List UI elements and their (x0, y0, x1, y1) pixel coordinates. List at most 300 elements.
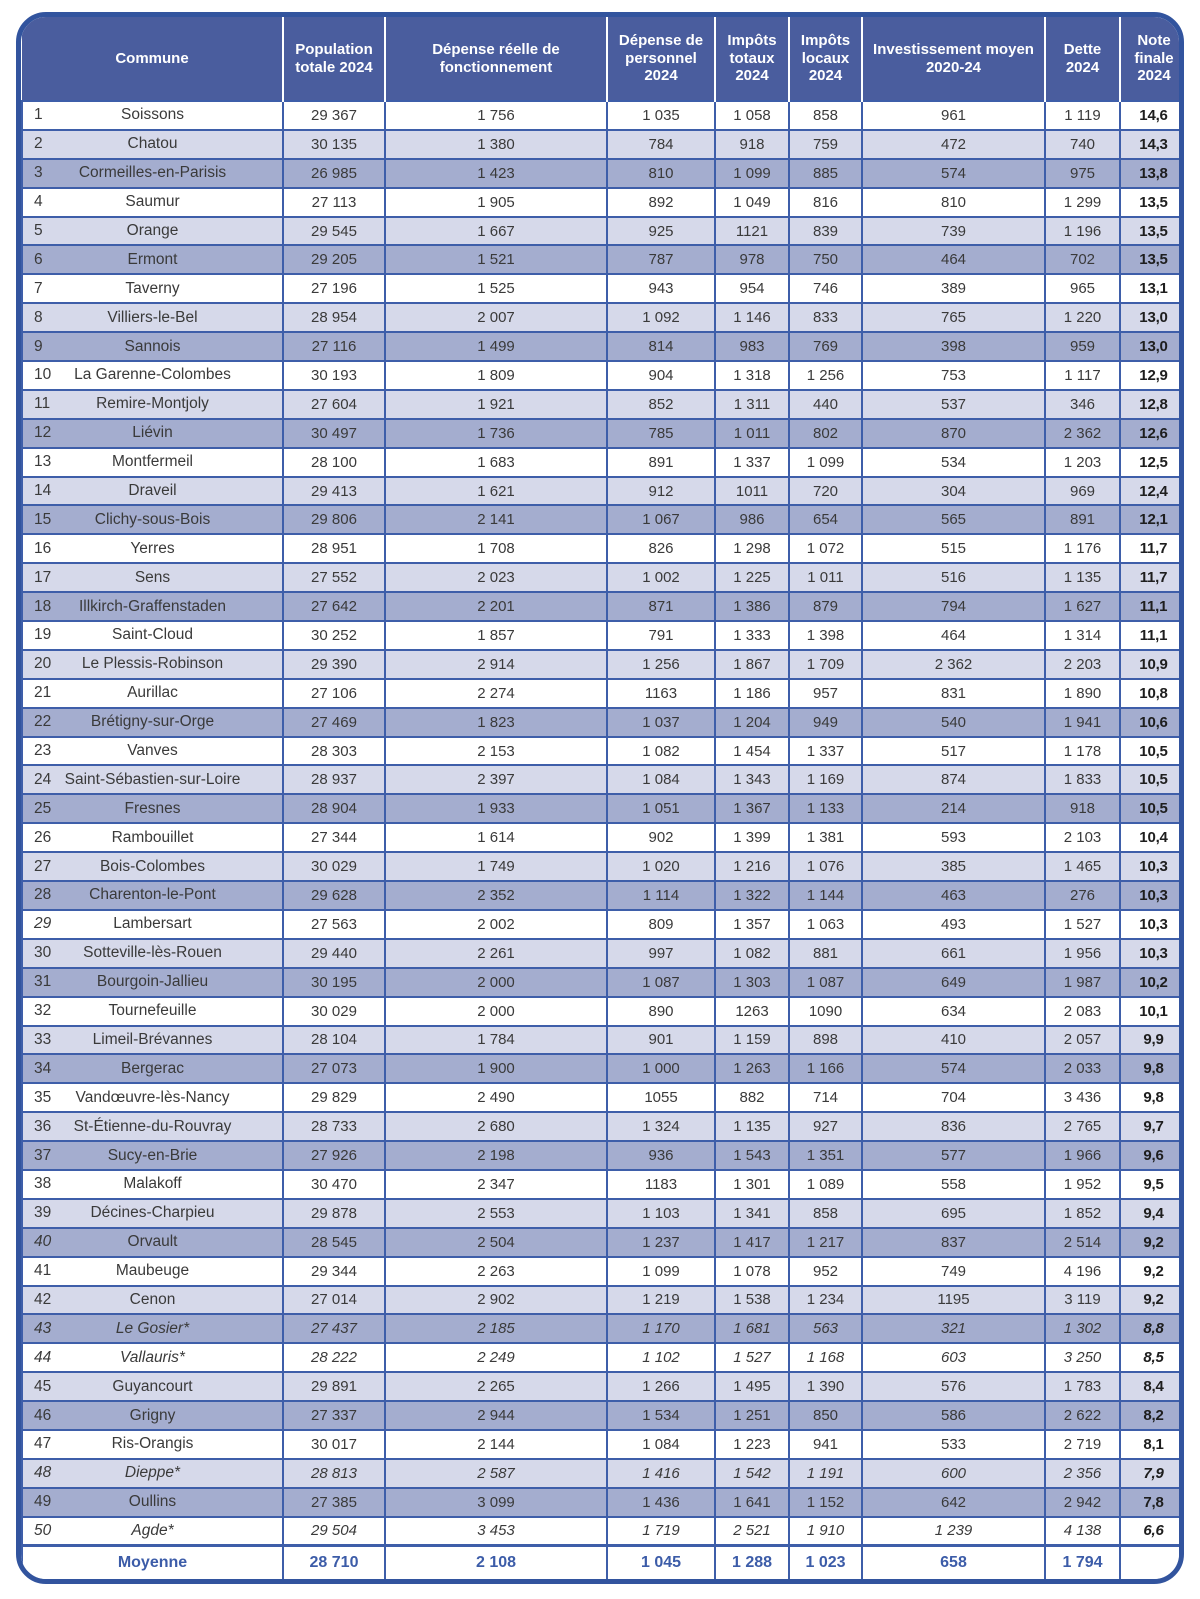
commune-name: Bois-Colombes (99, 857, 206, 875)
dette-cell: 1 314 (1045, 621, 1120, 650)
table-row (22, 1170, 1184, 1199)
impots-totaux-cell: 1 417 (715, 1228, 789, 1257)
commune-cell (22, 1026, 283, 1055)
commune-cell (22, 1372, 283, 1401)
table-row (22, 1488, 1184, 1517)
investissement-cell: 472 (862, 130, 1045, 159)
population-cell: 30 017 (283, 1430, 385, 1459)
impots-totaux-cell: 1 135 (715, 1112, 789, 1141)
population-cell: 27 437 (283, 1314, 385, 1343)
depense-fonctionnement-cell: 1 708 (385, 534, 607, 563)
impots-locaux-cell: 1 089 (789, 1170, 862, 1199)
impots-totaux-cell: 1 186 (715, 679, 789, 708)
impots-locaux-cell: 1 076 (789, 852, 862, 881)
rank-number: 15 (34, 510, 52, 528)
rank-number: 17 (34, 568, 52, 586)
dette-cell: 1 941 (1045, 708, 1120, 737)
population-cell: 29 367 (283, 101, 385, 130)
population-cell: 30 470 (283, 1170, 385, 1199)
table-row (22, 101, 1184, 130)
note-finale-cell: 11,1 (1120, 592, 1184, 621)
table-row (22, 274, 1184, 303)
table-row (22, 1517, 1184, 1546)
table-row (22, 188, 1184, 217)
investissement-cell: 304 (862, 477, 1045, 506)
impots-totaux-cell: 1 322 (715, 881, 789, 910)
dette-cell: 1 833 (1045, 765, 1120, 794)
impots-totaux-cell: 1 543 (715, 1141, 789, 1170)
impots-totaux-cell: 1011 (715, 477, 789, 506)
note-finale-cell: 9,4 (1120, 1199, 1184, 1228)
average-investissement: 658 (862, 1546, 1045, 1581)
depense-fonctionnement-cell: 2 944 (385, 1401, 607, 1430)
investissement-cell: 493 (862, 910, 1045, 939)
population-cell: 27 552 (283, 563, 385, 592)
dette-cell: 1 966 (1045, 1141, 1120, 1170)
depense-personnel-cell: 1 084 (607, 1430, 715, 1459)
note-finale-cell: 12,1 (1120, 505, 1184, 534)
impots-totaux-cell: 1 454 (715, 737, 789, 766)
commune-cell (22, 563, 283, 592)
table-row (22, 1054, 1184, 1083)
note-finale-cell: 12,5 (1120, 448, 1184, 477)
impots-locaux-cell: 1 390 (789, 1372, 862, 1401)
rank-number: 4 (34, 193, 43, 211)
depense-personnel-cell: 902 (607, 823, 715, 852)
commune-cell (22, 1286, 283, 1315)
investissement-cell: 537 (862, 390, 1045, 419)
investissement-cell: 385 (862, 852, 1045, 881)
commune-cell (22, 1054, 283, 1083)
table-row (22, 563, 1184, 592)
commune-name: Bergerac (121, 1059, 184, 1077)
depense-fonctionnement-cell: 1 499 (385, 332, 607, 361)
dette-cell: 1 527 (1045, 910, 1120, 939)
commune-name: Cenon (129, 1290, 176, 1308)
impots-totaux-cell: 1 357 (715, 910, 789, 939)
dette-cell: 975 (1045, 159, 1120, 188)
depense-fonctionnement-cell: 2 185 (385, 1314, 607, 1343)
column-header-note-finale: Note finale 2024 (1120, 17, 1184, 101)
dette-cell: 2 765 (1045, 1112, 1120, 1141)
table-row (22, 910, 1184, 939)
depense-fonctionnement-cell: 1 784 (385, 1026, 607, 1055)
depense-personnel-cell: 1 099 (607, 1257, 715, 1286)
commune-name: Rambouillet (111, 828, 194, 846)
note-finale-cell: 10,5 (1120, 794, 1184, 823)
note-finale-cell: 10,6 (1120, 708, 1184, 737)
commune-cell (22, 1199, 283, 1228)
impots-locaux-cell: 1 063 (789, 910, 862, 939)
dette-cell: 1 176 (1045, 534, 1120, 563)
commune-cell (22, 823, 283, 852)
note-finale-cell: 13,0 (1120, 332, 1184, 361)
depense-personnel-cell: 791 (607, 621, 715, 650)
depense-fonctionnement-cell: 2 265 (385, 1372, 607, 1401)
commune-cell (22, 1459, 283, 1488)
impots-locaux-cell: 839 (789, 217, 862, 246)
investissement-cell: 661 (862, 939, 1045, 968)
commune-cell (22, 765, 283, 794)
population-cell: 30 029 (283, 997, 385, 1026)
rank-number: 18 (34, 597, 52, 615)
dette-cell: 969 (1045, 477, 1120, 506)
note-finale-cell: 13,1 (1120, 274, 1184, 303)
depense-fonctionnement-cell: 2 274 (385, 679, 607, 708)
impots-locaux-cell: 1 381 (789, 823, 862, 852)
investissement-cell: 574 (862, 159, 1045, 188)
impots-totaux-cell: 986 (715, 505, 789, 534)
note-finale-cell: 10,9 (1120, 650, 1184, 679)
investissement-cell: 593 (862, 823, 1045, 852)
investissement-cell: 2 362 (862, 650, 1045, 679)
investissement-cell: 515 (862, 534, 1045, 563)
population-cell: 29 390 (283, 650, 385, 679)
impots-totaux-cell: 1 078 (715, 1257, 789, 1286)
dette-cell: 965 (1045, 274, 1120, 303)
rank-number: 5 (34, 222, 43, 239)
depense-fonctionnement-cell: 2 263 (385, 1257, 607, 1286)
commune-name: Orange (126, 222, 179, 239)
table-row (22, 159, 1184, 188)
commune-cell (22, 939, 283, 968)
commune-cell (22, 1314, 283, 1343)
investissement-cell: 810 (862, 188, 1045, 217)
commune-name: La Garenne-Colombes (74, 366, 231, 384)
depense-fonctionnement-cell: 2 261 (385, 939, 607, 968)
table-row (22, 1372, 1184, 1401)
impots-locaux-cell: 1 144 (789, 881, 862, 910)
investissement-cell: 533 (862, 1430, 1045, 1459)
depense-fonctionnement-cell: 1 525 (385, 274, 607, 303)
dette-cell: 4 196 (1045, 1257, 1120, 1286)
rank-number: 37 (34, 1146, 52, 1164)
commune-name: Maubeuge (115, 1262, 190, 1280)
impots-totaux-cell: 1 399 (715, 823, 789, 852)
dette-cell: 1 196 (1045, 217, 1120, 246)
impots-totaux-cell: 1 204 (715, 708, 789, 737)
investissement-cell: 749 (862, 1257, 1045, 1286)
rank-number: 48 (34, 1464, 52, 1482)
impots-totaux-cell: 1 495 (715, 1372, 789, 1401)
depense-personnel-cell: 1 436 (607, 1488, 715, 1517)
depense-fonctionnement-cell: 1 933 (385, 794, 607, 823)
note-finale-cell: 10,4 (1120, 823, 1184, 852)
impots-locaux-cell: 941 (789, 1430, 862, 1459)
investissement-cell: 214 (862, 794, 1045, 823)
impots-totaux-cell: 1 343 (715, 765, 789, 794)
dette-cell: 1 117 (1045, 361, 1120, 390)
investissement-cell: 517 (862, 737, 1045, 766)
rank-number: 34 (34, 1059, 52, 1077)
rank-number: 27 (34, 857, 52, 875)
note-finale-cell: 11,1 (1120, 621, 1184, 650)
depense-personnel-cell: 785 (607, 419, 715, 448)
note-finale-cell: 8,5 (1120, 1343, 1184, 1372)
investissement-cell: 577 (862, 1141, 1045, 1170)
rank-number: 3 (34, 164, 43, 182)
commune-name: Draveil (128, 482, 177, 500)
depense-fonctionnement-cell: 2 198 (385, 1141, 607, 1170)
impots-locaux-cell: 1 169 (789, 765, 862, 794)
investissement-cell: 410 (862, 1026, 1045, 1055)
dette-cell: 1 302 (1045, 1314, 1120, 1343)
dette-cell: 2 356 (1045, 1459, 1120, 1488)
commune-cell (22, 592, 283, 621)
investissement-cell: 870 (862, 419, 1045, 448)
column-header-population: Population totale 2024 (283, 17, 385, 101)
population-cell: 28 904 (283, 794, 385, 823)
depense-personnel-cell: 904 (607, 361, 715, 390)
depense-fonctionnement-cell: 2 153 (385, 737, 607, 766)
population-cell: 27 113 (283, 188, 385, 217)
impots-totaux-cell: 2 521 (715, 1517, 789, 1546)
note-finale-cell: 7,9 (1120, 1459, 1184, 1488)
table-row (22, 1430, 1184, 1459)
depense-fonctionnement-cell: 1 756 (385, 101, 607, 130)
rank-number: 11 (34, 395, 51, 413)
commune-cell (22, 708, 283, 737)
impots-totaux-cell: 882 (715, 1083, 789, 1112)
depense-personnel-cell: 1 256 (607, 650, 715, 679)
commune-cell (22, 159, 283, 188)
dette-cell: 2 362 (1045, 419, 1120, 448)
table-row (22, 130, 1184, 159)
dette-cell: 1 956 (1045, 939, 1120, 968)
rank-number: 35 (34, 1088, 52, 1106)
rank-number: 38 (34, 1175, 52, 1193)
commune-cell (22, 1488, 283, 1517)
commune-cell (22, 1343, 283, 1372)
commune-cell (22, 245, 283, 274)
average-label: Moyenne (22, 1546, 283, 1581)
impots-totaux-cell: 1 011 (715, 419, 789, 448)
note-finale-cell: 9,9 (1120, 1026, 1184, 1055)
note-finale-cell: 9,8 (1120, 1083, 1184, 1112)
impots-locaux-cell: 720 (789, 477, 862, 506)
depense-personnel-cell: 1 114 (607, 881, 715, 910)
commune-ranking-table (16, 12, 1184, 1584)
impots-locaux-cell: 1 133 (789, 794, 862, 823)
impots-totaux-cell: 1 303 (715, 968, 789, 997)
population-cell: 29 628 (283, 881, 385, 910)
impots-totaux-cell: 1 298 (715, 534, 789, 563)
depense-personnel-cell: 1 719 (607, 1517, 715, 1546)
investissement-cell: 576 (862, 1372, 1045, 1401)
note-finale-cell: 12,4 (1120, 477, 1184, 506)
note-finale-cell: 11,7 (1120, 534, 1184, 563)
depense-fonctionnement-cell: 2 914 (385, 650, 607, 679)
commune-name: Sens (134, 568, 171, 586)
population-cell: 27 116 (283, 332, 385, 361)
impots-locaux-cell: 750 (789, 245, 862, 274)
table-row (22, 505, 1184, 534)
commune-name: Remire-Montjoly (96, 395, 209, 413)
depense-fonctionnement-cell: 2 007 (385, 303, 607, 332)
population-cell: 28 545 (283, 1228, 385, 1257)
impots-locaux-cell: 654 (789, 505, 862, 534)
investissement-cell: 836 (862, 1112, 1045, 1141)
commune-cell (22, 1257, 283, 1286)
depense-personnel-cell: 1 087 (607, 968, 715, 997)
rank-number: 49 (34, 1493, 52, 1511)
commune-cell (22, 881, 283, 910)
table-row (22, 679, 1184, 708)
depense-fonctionnement-cell: 2 141 (385, 505, 607, 534)
impots-locaux-cell: 816 (789, 188, 862, 217)
note-finale-cell: 9,8 (1120, 1054, 1184, 1083)
commune-name: Liévin (132, 424, 173, 442)
investissement-cell: 874 (862, 765, 1045, 794)
column-header-commune: Commune (22, 17, 283, 101)
average-population: 28 710 (283, 1546, 385, 1581)
impots-locaux-cell: 1 011 (789, 563, 862, 592)
note-finale-cell: 12,6 (1120, 419, 1184, 448)
depense-fonctionnement-cell: 1 736 (385, 419, 607, 448)
depense-personnel-cell: 810 (607, 159, 715, 188)
note-finale-cell: 10,8 (1120, 679, 1184, 708)
depense-fonctionnement-cell: 2 000 (385, 997, 607, 1026)
table-row (22, 1083, 1184, 1112)
population-cell: 27 385 (283, 1488, 385, 1517)
commune-name: Agde* (131, 1521, 174, 1539)
table-row (22, 794, 1184, 823)
commune-cell (22, 303, 283, 332)
investissement-cell: 765 (862, 303, 1045, 332)
impots-locaux-cell: 759 (789, 130, 862, 159)
table-row (22, 1257, 1184, 1286)
note-finale-cell: 13,5 (1120, 245, 1184, 274)
depense-fonctionnement-cell: 1 809 (385, 361, 607, 390)
depense-personnel-cell: 1 082 (607, 737, 715, 766)
rank-number: 6 (34, 250, 43, 268)
depense-fonctionnement-cell: 2 201 (385, 592, 607, 621)
table-row (22, 419, 1184, 448)
table-row (22, 1141, 1184, 1170)
investissement-cell: 565 (862, 505, 1045, 534)
rank-number: 45 (34, 1377, 52, 1395)
depense-personnel-cell: 1 266 (607, 1372, 715, 1401)
depense-fonctionnement-cell: 2 144 (385, 1430, 607, 1459)
commune-cell (22, 650, 283, 679)
commune-name: Le Plessis-Robinson (81, 655, 224, 673)
investissement-cell: 389 (862, 274, 1045, 303)
rank-number: 8 (34, 308, 43, 326)
commune-cell (22, 1170, 283, 1199)
rank-number: 46 (34, 1406, 52, 1424)
note-finale-cell: 12,9 (1120, 361, 1184, 390)
impots-locaux-cell: 1 087 (789, 968, 862, 997)
investissement-cell: 574 (862, 1054, 1045, 1083)
commune-cell (22, 188, 283, 217)
rank-number: 39 (34, 1204, 52, 1222)
dette-cell: 4 138 (1045, 1517, 1120, 1546)
rank-number: 44 (34, 1348, 52, 1366)
commune-name: Vanves (127, 742, 178, 760)
table-row (22, 968, 1184, 997)
commune-name: Malakoff (123, 1175, 182, 1193)
investissement-cell: 600 (862, 1459, 1045, 1488)
depense-fonctionnement-cell: 1 667 (385, 217, 607, 246)
rank-number: 1 (34, 106, 43, 124)
note-finale-cell: 10,5 (1120, 737, 1184, 766)
column-header-depense-personnel: Dépense de personnel 2024 (607, 17, 715, 101)
depense-fonctionnement-cell: 1 823 (385, 708, 607, 737)
rank-number: 40 (34, 1233, 52, 1251)
population-cell: 29 413 (283, 477, 385, 506)
dette-cell: 2 622 (1045, 1401, 1120, 1430)
impots-totaux-cell: 978 (715, 245, 789, 274)
note-finale-cell: 9,2 (1120, 1286, 1184, 1315)
population-cell: 28 937 (283, 765, 385, 794)
population-cell: 28 733 (283, 1112, 385, 1141)
depense-personnel-cell: 891 (607, 448, 715, 477)
average-depense-personnel: 1 045 (607, 1546, 715, 1581)
table-row (22, 1286, 1184, 1315)
impots-locaux-cell: 1 234 (789, 1286, 862, 1315)
note-finale-cell: 8,1 (1120, 1430, 1184, 1459)
population-cell: 28 951 (283, 534, 385, 563)
commune-cell (22, 997, 283, 1026)
note-finale-cell: 14,3 (1120, 130, 1184, 159)
rank-number: 9 (34, 337, 43, 355)
population-cell: 30 193 (283, 361, 385, 390)
table-row (22, 650, 1184, 679)
impots-locaux-cell: 858 (789, 1199, 862, 1228)
header-row (22, 17, 1184, 101)
note-finale-cell: 8,8 (1120, 1314, 1184, 1343)
depense-personnel-cell: 1 092 (607, 303, 715, 332)
table-row (22, 852, 1184, 881)
commune-cell (22, 419, 283, 448)
note-finale-cell: 13,8 (1120, 159, 1184, 188)
population-cell: 29 504 (283, 1517, 385, 1546)
commune-name: Yerres (130, 539, 175, 557)
impots-totaux-cell: 1 146 (715, 303, 789, 332)
table-row (22, 1228, 1184, 1257)
depense-fonctionnement-cell: 2 397 (385, 765, 607, 794)
impots-totaux-cell: 1 049 (715, 188, 789, 217)
population-cell: 29 806 (283, 505, 385, 534)
depense-fonctionnement-cell: 2 000 (385, 968, 607, 997)
population-cell: 29 891 (283, 1372, 385, 1401)
commune-name: Clichy-sous-Bois (94, 510, 211, 528)
population-cell: 30 029 (283, 852, 385, 881)
population-cell: 30 135 (283, 130, 385, 159)
depense-fonctionnement-cell: 1 614 (385, 823, 607, 852)
dette-cell: 1 783 (1045, 1372, 1120, 1401)
impots-totaux-cell: 1 318 (715, 361, 789, 390)
depense-fonctionnement-cell: 3 453 (385, 1517, 607, 1546)
table-row (22, 1401, 1184, 1430)
population-cell: 29 545 (283, 217, 385, 246)
investissement-cell: 753 (862, 361, 1045, 390)
depense-personnel-cell: 1 035 (607, 101, 715, 130)
commune-cell (22, 1112, 283, 1141)
depense-personnel-cell: 912 (607, 477, 715, 506)
population-cell: 27 014 (283, 1286, 385, 1315)
investissement-cell: 321 (862, 1314, 1045, 1343)
note-finale-cell: 10,1 (1120, 997, 1184, 1026)
commune-name: Le Gosier* (115, 1319, 190, 1337)
depense-personnel-cell: 787 (607, 245, 715, 274)
depense-fonctionnement-cell: 1 900 (385, 1054, 607, 1083)
investissement-cell: 464 (862, 245, 1045, 274)
commune-name: Vallauris* (120, 1348, 185, 1366)
note-finale-cell: 8,2 (1120, 1401, 1184, 1430)
depense-personnel-cell: 1 084 (607, 765, 715, 794)
depense-fonctionnement-cell: 1 423 (385, 159, 607, 188)
